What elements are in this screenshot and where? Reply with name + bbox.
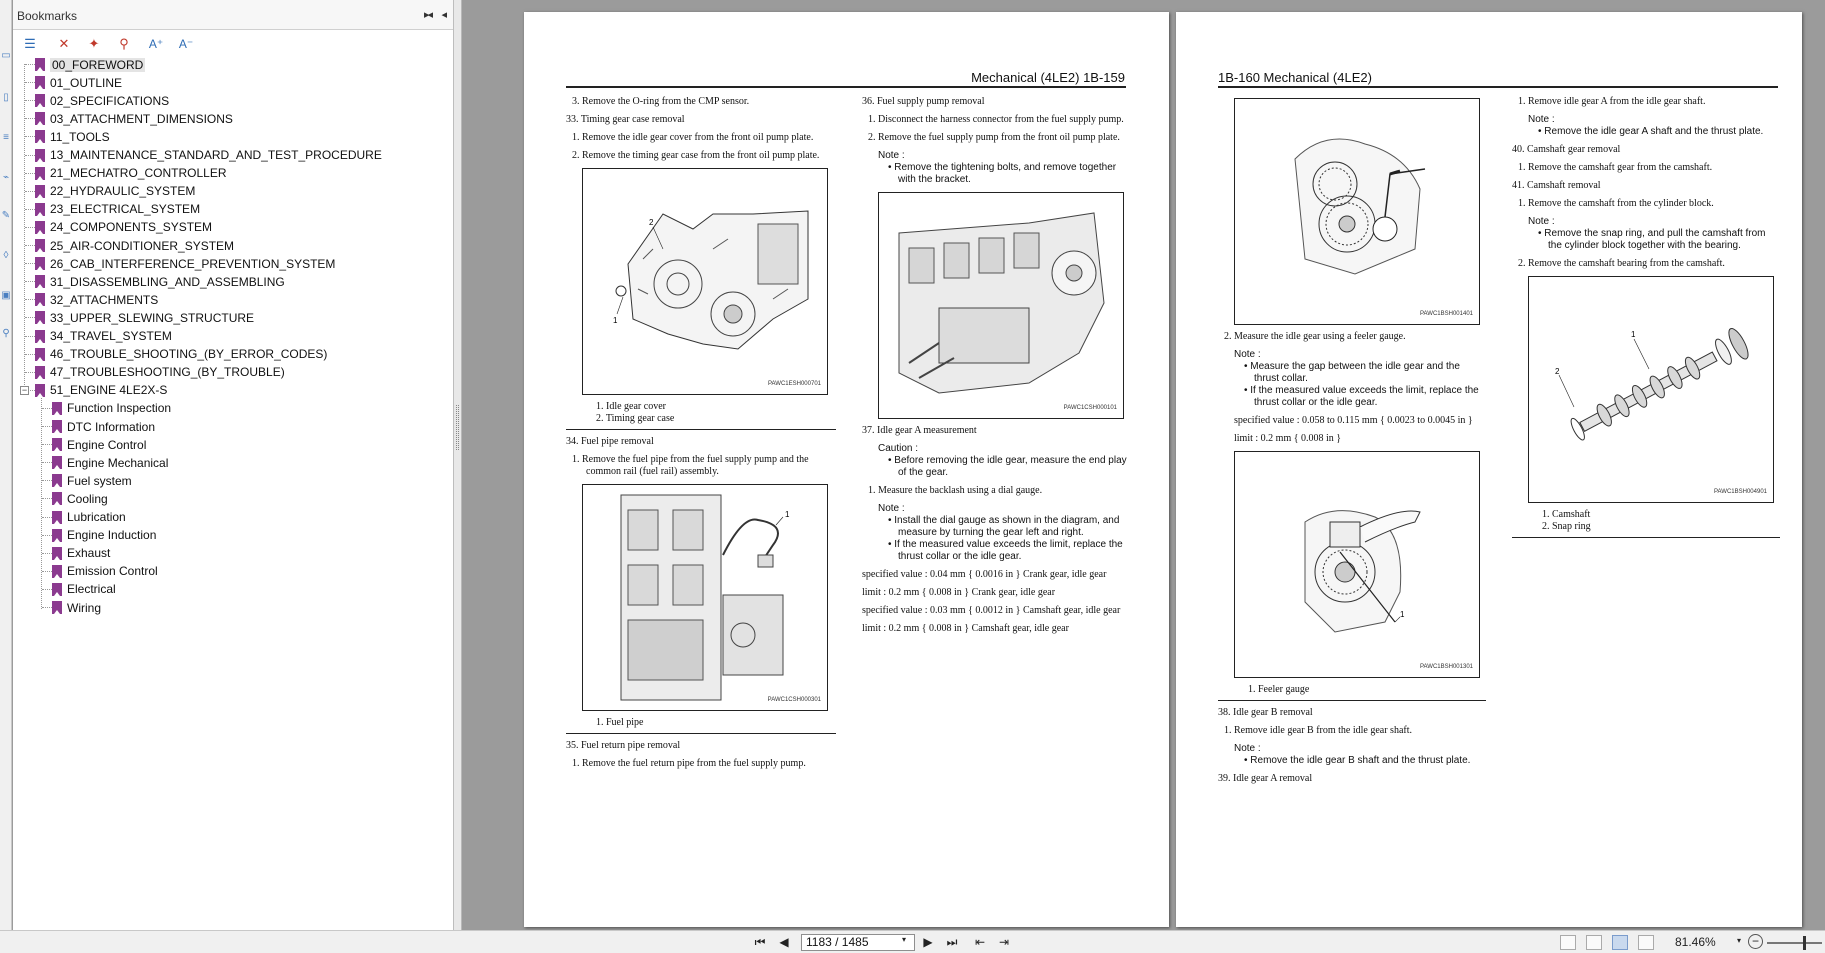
legend-item: 1. Camshaft [1542, 509, 1591, 520]
bookmark-label: 21_MECHATRO_CONTROLLER [50, 166, 227, 181]
bookmark-icon [35, 149, 45, 162]
bookmark-label: Wiring [67, 600, 102, 615]
zoom-dropdown-icon[interactable]: ▾ [1737, 936, 1742, 945]
bookmark-label: Engine Mechanical [67, 455, 169, 470]
sub-bookmark-item[interactable] [52, 418, 155, 435]
step-text: 1. Remove idle gear B from the idle gear shaft. [1224, 725, 1412, 736]
security-icon[interactable]: ▣ [1, 290, 11, 301]
figure-callout: 2 [1555, 367, 1560, 376]
page-column [1512, 96, 1780, 544]
bookmark-label: 13_MAINTENANCE_STANDARD_AND_TEST_PROCEDURE [50, 148, 382, 162]
bookmark-icon [35, 293, 45, 306]
engine-illustration [583, 169, 829, 396]
tree-guide-line [41, 396, 42, 609]
bookmark-label: 22_HYDRAULIC_SYSTEM [50, 184, 196, 199]
bookmark-icon [35, 384, 45, 397]
note-label: Note : [878, 503, 905, 514]
section-heading: 38. Idle gear B removal [1218, 707, 1313, 718]
bookmark-label: 25_AIR-CONDITIONER_SYSTEM [50, 238, 235, 253]
bookmark-label: Electrical [67, 582, 116, 597]
bookmark-label: Fuel system [67, 473, 132, 488]
bookmark-item[interactable] [35, 56, 145, 73]
decrease-font-icon[interactable]: A⁻ [178, 37, 194, 51]
zoom-slider[interactable] [1767, 942, 1822, 944]
layers-icon[interactable]: ≡ [3, 132, 9, 143]
step-text: 1. Remove the fuel return pipe from the fuel supply pump. [572, 758, 806, 769]
hide-panel-icon[interactable]: ◂ [441, 9, 447, 21]
signatures-icon[interactable]: ✎ [1, 210, 11, 221]
figure-callout: 1 [613, 316, 618, 325]
tree-connector [25, 173, 35, 174]
step-text: 1. Remove idle gear A from the idle gear shaft. [1518, 96, 1706, 107]
tree-connector [42, 426, 52, 427]
step-text: 1. Measure the backlash using a dial gauge. [868, 485, 1043, 496]
bookmark-label: Engine Control [67, 437, 147, 452]
section-heading: 39. Idle gear A removal [1218, 773, 1313, 784]
step-text: 1. Remove the idle gear cover from the front oil pump plate. [572, 132, 814, 143]
bookmark-icon [52, 583, 62, 596]
zoom-out-button[interactable]: − [1748, 934, 1763, 949]
tree-connector [42, 444, 52, 445]
tree-connector [42, 589, 52, 590]
tags-icon[interactable]: ◊ [3, 250, 9, 261]
bookmark-label: 47_TROUBLESHOOTING_(BY_TROUBLE) [50, 365, 285, 380]
tree-connector [42, 571, 52, 572]
tree-connector [42, 607, 52, 608]
figure-dial-gauge [1234, 98, 1480, 325]
note-label: Note : [878, 150, 905, 161]
bookmark-item[interactable] [35, 183, 195, 200]
page-column [1218, 98, 1486, 791]
sub-bookmark-item[interactable] [52, 400, 171, 417]
bookmark-icon [52, 492, 62, 505]
note-item: • If the measured value exceeds the limit, replace the thrust collar or the idle gear. [1244, 385, 1479, 408]
header-rule [566, 86, 1126, 88]
bookmark-label: DTC Information [67, 419, 156, 434]
page-thumbnails-icon[interactable]: ▭ [1, 50, 11, 61]
note-item: • If the measured value exceeds the limit, replace the thrust collar or the idle gear. [888, 539, 1123, 562]
bookmark-icon [35, 257, 45, 270]
tree-connector [25, 209, 35, 210]
bookmarks-toolbar [13, 30, 453, 58]
facing-view-icon[interactable] [1612, 935, 1628, 950]
figure-legend [566, 717, 836, 734]
tree-connector [42, 462, 52, 463]
bookmark-tree [13, 56, 453, 616]
tree-connector [25, 191, 35, 192]
bookmark-icon [52, 529, 62, 542]
bookmark-icon [35, 275, 45, 288]
figure-callout: 1 [1400, 610, 1405, 619]
bookmark-item[interactable] [35, 165, 226, 182]
status-bar [0, 930, 1825, 953]
bookmark-icon [35, 58, 45, 71]
bookmark-icon [35, 330, 45, 343]
bookmark-label: 26_CAB_INTERFERENCE_PREVENTION_SYSTEM [50, 256, 336, 271]
bookmark-label: 11_TOOLS [50, 129, 110, 144]
bookmarks-panel [13, 0, 454, 930]
tree-connector [25, 372, 35, 373]
collapse-toggle-icon[interactable]: − [21, 384, 28, 395]
bookmark-item[interactable] [35, 364, 285, 381]
tree-connector [42, 480, 52, 481]
bookmark-label: Emission Control [67, 564, 158, 579]
bookmark-icon [35, 185, 45, 198]
bookmark-label: Engine Induction [67, 528, 157, 543]
bookmark-label: Cooling [67, 491, 108, 506]
bookmarks-panel-icon[interactable]: ▯ [3, 92, 9, 103]
step-text: 2. Remove the timing gear case from the front oil pump plate. [572, 150, 820, 161]
figure-fuel-supply-pump [878, 192, 1124, 419]
bookmark-item[interactable] [35, 147, 382, 164]
step-text: 1. Remove the camshaft from the cylinder block. [1518, 198, 1714, 209]
bookmark-icon [35, 76, 45, 89]
sub-bookmark-item[interactable] [52, 490, 108, 507]
header-rule [1218, 86, 1778, 88]
bookmark-icon [52, 565, 62, 578]
note-label: Note : [1528, 216, 1555, 227]
legend-item: 2. Timing gear case [596, 413, 675, 424]
limit-value: limit : 0.2 mm { 0.008 in } Camshaft gear, idle gear [862, 623, 1069, 634]
tree-connector [25, 245, 35, 246]
sub-bookmark-item[interactable] [52, 509, 126, 526]
step-text: 1. Remove the camshaft gear from the camshaft. [1518, 162, 1713, 173]
bookmark-icon [35, 366, 45, 379]
next-page-button[interactable]: ▶ [923, 935, 933, 949]
note-item: • Remove the idle gear B shaft and the thrust plate. [1244, 755, 1471, 766]
camshaft-illustration [1529, 277, 1775, 504]
legend-item: 2. Snap ring [1542, 521, 1591, 532]
legend-item: 1. Feeler gauge [1248, 684, 1310, 695]
note-label: Note : [1234, 743, 1261, 754]
tree-connector [25, 263, 35, 264]
bookmark-icon [52, 511, 62, 524]
sub-bookmark-item[interactable] [52, 454, 168, 471]
first-page-button[interactable]: ⏮ [754, 935, 766, 949]
bookmark-icon [35, 239, 45, 252]
tree-connector [25, 354, 35, 355]
add-bookmark-icon[interactable]: ✦ [88, 36, 100, 51]
page-header: Mechanical (4LE2) 1B-159 [971, 70, 1125, 85]
bookmark-icon [35, 130, 45, 143]
bookmark-label: Function Inspection [67, 401, 172, 416]
tree-connector [42, 408, 52, 409]
bookmark-icon [35, 221, 45, 234]
note-item: • Install the dial gauge as shown in the diagram, and measure by turning the gear left and right. [888, 515, 1120, 538]
figure-callout: 2 [649, 218, 654, 227]
document-view[interactable] [463, 0, 1825, 930]
bookmark-item[interactable] [35, 273, 285, 290]
sub-bookmark-item[interactable] [52, 599, 101, 616]
bookmark-icon [52, 438, 62, 451]
section-heading: 34. Fuel pipe removal [566, 436, 654, 447]
bookmark-icon [52, 402, 62, 415]
bookmark-label: 24_COMPONENTS_SYSTEM [50, 220, 213, 235]
specified-value: specified value : 0.03 mm { 0.0012 in } Camshaft gear, idle gear [862, 605, 1121, 616]
bookmark-label: 31_DISASSEMBLING_AND_ASSEMBLING [50, 274, 285, 289]
previous-page-button[interactable]: ◀ [779, 935, 789, 949]
bookmark-item[interactable] [35, 92, 169, 109]
bookmark-icon [35, 311, 45, 324]
splitter-grip[interactable] [456, 405, 459, 450]
bookmark-item[interactable] [35, 328, 172, 345]
figure-code: PAWC1BSH004901 [1713, 489, 1767, 495]
caution-item: • Before removing the idle gear, measure the end play of the gear. [888, 455, 1127, 478]
section-heading: 33. Timing gear case removal [566, 114, 685, 125]
options-icon[interactable]: ☰ [24, 36, 36, 51]
gear-illustration [1235, 99, 1481, 326]
zoom-slider-thumb[interactable] [1803, 936, 1806, 950]
figure-legend [1218, 684, 1486, 701]
note-item: • Remove the idle gear A shaft and the thrust plate. [1538, 126, 1764, 137]
tree-connector [25, 100, 35, 101]
figure-callout: 1 [1631, 330, 1636, 339]
bookmark-label: 46_TROUBLE_SHOOTING_(BY_ERROR_CODES) [50, 347, 328, 362]
sub-bookmark-item[interactable] [52, 581, 116, 598]
tree-connector [25, 118, 35, 119]
page-column [566, 96, 836, 776]
bookmark-item[interactable] [35, 255, 335, 272]
panel-title: Bookmarks [17, 9, 78, 23]
bookmarks-panel-header [13, 0, 453, 30]
sub-bookmark-item[interactable] [52, 563, 158, 580]
sub-bookmark-item[interactable] [52, 527, 156, 544]
previous-view-button[interactable]: ⇤ [974, 935, 986, 949]
tree-connector [25, 317, 35, 318]
bookmark-label: Lubrication [67, 510, 126, 524]
figure-code: PAWC1ESH000701 [767, 381, 821, 387]
single-page-view-icon[interactable] [1560, 935, 1576, 950]
specified-value: specified value : 0.058 to 0.115 mm { 0.0023 to 0.0045 in } [1234, 415, 1473, 426]
figure-legend [1512, 509, 1780, 538]
sub-bookmark-item[interactable] [52, 472, 132, 489]
figure-feeler-gauge [1234, 451, 1480, 678]
gear-illustration [1235, 452, 1481, 679]
figure-camshaft [1528, 276, 1774, 503]
bookmark-icon [35, 167, 45, 180]
attachments-icon[interactable]: ⌁ [2, 172, 10, 183]
tree-connector [25, 64, 35, 65]
next-view-button[interactable]: ⇥ [998, 935, 1010, 949]
page-number-input[interactable]: 1183 / 1485 [801, 934, 915, 951]
bookmark-item[interactable] [35, 110, 233, 127]
note-item: • Remove the snap ring, and pull the camshaft from the cylinder block together with the bearing. [1538, 228, 1766, 251]
bookmark-label: 02_SPECIFICATIONS [50, 93, 170, 108]
continuous-view-icon[interactable] [1586, 935, 1602, 950]
tree-guide-line [24, 64, 25, 387]
bookmark-icon [52, 601, 62, 614]
limit-value: limit : 0.2 mm { 0.008 in } [1234, 433, 1342, 444]
figure-callout: 1 [785, 510, 790, 519]
note-item: • Measure the gap between the idle gear and the thrust collar. [1244, 361, 1460, 384]
bookmark-label: 01_OUTLINE [50, 75, 123, 90]
section-heading: 37. Idle gear A measurement [862, 425, 977, 436]
document-page-1b-159 [524, 12, 1169, 927]
find-bookmark-icon[interactable]: ⚲ [119, 36, 129, 51]
figure-code: PAWC1CSH000101 [1063, 405, 1117, 411]
bookmark-item[interactable] [35, 309, 254, 326]
limit-value: limit : 0.2 mm { 0.008 in } Crank gear, idle gear [862, 587, 1056, 598]
section-heading: 36. Fuel supply pump removal [862, 96, 985, 107]
figure-legend [566, 401, 836, 430]
engine-illustration [583, 485, 829, 712]
tree-connector [42, 498, 52, 499]
bookmark-icon [52, 474, 62, 487]
section-heading: 40. Camshaft gear removal [1512, 144, 1621, 155]
step-text: 1. Disconnect the harness connector from the fuel supply pump. [868, 114, 1124, 125]
figure-code: PAWC1CSH000301 [767, 697, 821, 703]
figure-code: PAWC1BSH001301 [1419, 664, 1473, 670]
tree-connector [42, 553, 52, 554]
bookmark-item[interactable] [35, 219, 212, 236]
bookmark-item[interactable] [35, 346, 327, 363]
legend-item: 1. Idle gear cover [596, 401, 666, 412]
bookmark-item[interactable] [35, 237, 234, 254]
bookmark-label: 32_ATTACHMENTS [50, 292, 159, 307]
step-text: 2. Remove the camshaft bearing from the camshaft. [1518, 258, 1725, 269]
tree-connector [25, 336, 35, 337]
navigation-tool-strip [0, 0, 12, 930]
note-label: Note : [1234, 349, 1261, 360]
bookmark-icon [35, 94, 45, 107]
bookmark-item[interactable] [35, 201, 200, 218]
page-dropdown-icon[interactable]: ▾ [902, 935, 907, 944]
sub-bookmark-item[interactable] [52, 436, 146, 453]
tree-connector [42, 535, 52, 536]
document-page-1b-160 [1176, 12, 1802, 927]
bookmark-item[interactable] [35, 382, 167, 399]
bookmark-icon [35, 112, 45, 125]
figure-code: PAWC1BSH001401 [1419, 311, 1473, 317]
bookmark-item[interactable] [35, 128, 110, 145]
bookmark-icon [35, 348, 45, 361]
step-text: 1. Remove the fuel pipe from the fuel supply pump and the common rail (fuel rail) assembly. [572, 454, 809, 477]
caution-label: Caution : [878, 443, 919, 454]
bookmark-label: 03_ATTACHMENT_DIMENSIONS [50, 111, 233, 126]
note-item: • Remove the tightening bolts, and remove together with the bracket. [888, 162, 1117, 185]
section-heading: 41. Camshaft removal [1512, 180, 1601, 191]
page-column [862, 96, 1130, 641]
bookmark-icon [52, 547, 62, 560]
bookmark-label: 33_UPPER_SLEWING_STRUCTURE [50, 310, 255, 325]
delete-bookmark-icon[interactable]: ✕ [58, 36, 70, 51]
tree-connector [25, 281, 35, 282]
step-text: 2. Remove the fuel supply pump from the front oil pump plate. [868, 132, 1120, 143]
bookmark-label: 00_FOREWORD [52, 57, 144, 72]
collapse-panel-icon[interactable]: ▸◂ [423, 9, 431, 21]
bookmark-item[interactable] [35, 74, 122, 91]
specified-value: specified value : 0.04 mm { 0.0016 in } Crank gear, idle gear [862, 569, 1107, 580]
section-heading: 35. Fuel return pipe removal [566, 740, 681, 751]
tree-connector [25, 299, 35, 300]
engine-illustration [879, 193, 1125, 420]
bookmark-icon [35, 203, 45, 216]
tree-connector [25, 227, 35, 228]
last-page-button[interactable]: ⏭ [946, 935, 958, 949]
bookmark-label: 23_ELECTRICAL_SYSTEM [50, 202, 201, 217]
figure-timing-gear-case [582, 168, 828, 395]
search-icon[interactable]: ⚲ [2, 328, 10, 339]
sub-bookmark-item[interactable] [52, 545, 110, 562]
tree-connector [25, 136, 35, 137]
tree-connector [42, 517, 52, 518]
figure-fuel-pipe [582, 484, 828, 711]
bookmark-label: 34_TRAVEL_SYSTEM [50, 329, 172, 343]
tree-connector [25, 155, 35, 156]
panel-splitter[interactable] [454, 0, 462, 930]
bookmark-label: 51_ENGINE 4LE2X-S [50, 383, 168, 398]
step-text: 3. Remove the O-ring from the CMP sensor. [572, 96, 750, 107]
bookmark-label: Exhaust [67, 546, 111, 561]
increase-font-icon[interactable]: A⁺ [148, 37, 164, 51]
note-label: Note : [1528, 114, 1555, 125]
page-header: 1B-160 Mechanical (4LE2) [1218, 70, 1372, 85]
tree-connector [25, 82, 35, 83]
bookmark-item[interactable] [35, 291, 158, 308]
continuous-facing-view-icon[interactable] [1638, 935, 1654, 950]
legend-item: 1. Fuel pipe [596, 717, 644, 728]
bookmark-icon [52, 420, 62, 433]
zoom-level[interactable]: 81.46% [1675, 935, 1716, 949]
bookmark-icon [52, 456, 62, 469]
step-text: 2. Measure the idle gear using a feeler gauge. [1224, 331, 1406, 342]
